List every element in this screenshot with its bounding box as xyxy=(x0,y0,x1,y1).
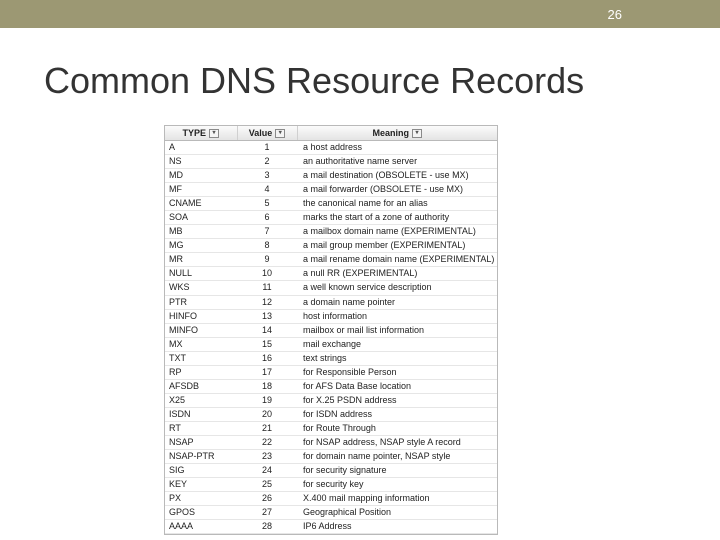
record-meaning-cell: for X.25 PSDN address xyxy=(297,393,497,407)
record-type-cell: SIG xyxy=(165,464,237,478)
record-meaning-cell: Geographical Position xyxy=(297,506,497,520)
record-type-cell: HINFO xyxy=(165,309,237,323)
table-row xyxy=(165,478,497,492)
record-type-cell: PTR xyxy=(165,295,237,309)
record-meaning-cell: for AFS Data Base location xyxy=(297,379,497,393)
record-meaning-cell: a well known service description xyxy=(297,281,497,295)
dns-records-table xyxy=(164,125,498,535)
table-row xyxy=(165,365,497,379)
record-value-cell: 21 xyxy=(237,421,297,435)
record-type-cell: MD xyxy=(165,169,237,183)
record-value-cell: 20 xyxy=(237,407,297,421)
record-value-cell: 8 xyxy=(237,239,297,253)
table-row xyxy=(165,337,497,351)
record-type-cell: NS xyxy=(165,155,237,169)
table-row xyxy=(165,351,497,365)
table-row xyxy=(165,267,497,281)
record-meaning-cell: mailbox or mail list information xyxy=(297,323,497,337)
table-row xyxy=(165,450,497,464)
record-value-cell: 15 xyxy=(237,337,297,351)
record-meaning-cell: for Route Through xyxy=(297,421,497,435)
record-type-cell: RT xyxy=(165,421,237,435)
record-meaning-cell: a mail destination (OBSOLETE - use MX) xyxy=(297,169,497,183)
record-meaning-cell: mail exchange xyxy=(297,337,497,351)
record-type-cell: MINFO xyxy=(165,323,237,337)
record-meaning-cell: IP6 Address xyxy=(297,520,497,534)
record-meaning-cell: for NSAP address, NSAP style A record xyxy=(297,435,497,449)
meaning-header-label: Meaning xyxy=(372,127,409,138)
record-value-cell: 23 xyxy=(237,450,297,464)
table-row xyxy=(165,309,497,323)
record-type-cell: CNAME xyxy=(165,197,237,211)
record-meaning-cell: for domain name pointer, NSAP style xyxy=(297,450,497,464)
table-row xyxy=(165,407,497,421)
record-meaning-cell: X.400 mail mapping information xyxy=(297,492,497,506)
record-value-cell: 11 xyxy=(237,281,297,295)
table-row xyxy=(165,225,497,239)
record-type-cell: GPOS xyxy=(165,506,237,520)
table-row xyxy=(165,155,497,169)
record-meaning-cell: a host address xyxy=(297,141,497,155)
record-value-cell: 1 xyxy=(237,141,297,155)
record-value-cell: 7 xyxy=(237,225,297,239)
table-row xyxy=(165,435,497,449)
value-column-header[interactable] xyxy=(237,126,297,141)
record-type-cell: MR xyxy=(165,253,237,267)
record-type-cell: MF xyxy=(165,183,237,197)
table-row xyxy=(165,506,497,520)
table-row xyxy=(165,141,497,155)
record-type-cell: TXT xyxy=(165,351,237,365)
record-value-cell: 16 xyxy=(237,351,297,365)
table-row xyxy=(165,464,497,478)
table-row xyxy=(165,379,497,393)
record-value-cell: 19 xyxy=(237,393,297,407)
sort-filter-icon[interactable]: ▾ xyxy=(412,129,422,138)
record-value-cell: 14 xyxy=(237,323,297,337)
table-row xyxy=(165,281,497,295)
type-column-header[interactable] xyxy=(165,126,237,141)
table-row xyxy=(165,295,497,309)
record-value-cell: 22 xyxy=(237,435,297,449)
record-value-cell: 17 xyxy=(237,365,297,379)
table-row xyxy=(165,492,497,506)
record-value-cell: 26 xyxy=(237,492,297,506)
record-type-cell: ISDN xyxy=(165,407,237,421)
record-meaning-cell: for security signature xyxy=(297,464,497,478)
slide-number: 26 xyxy=(607,7,622,22)
record-type-cell: MX xyxy=(165,337,237,351)
record-value-cell: 13 xyxy=(237,309,297,323)
record-meaning-cell: for security key xyxy=(297,478,497,492)
sort-filter-icon[interactable]: ▾ xyxy=(209,129,219,138)
record-type-cell: RP xyxy=(165,365,237,379)
table-row xyxy=(165,520,497,534)
record-meaning-cell: a domain name pointer xyxy=(297,295,497,309)
table-header-row xyxy=(165,126,497,141)
table-row xyxy=(165,239,497,253)
sort-filter-icon[interactable]: ▾ xyxy=(275,129,285,138)
record-type-cell: MB xyxy=(165,225,237,239)
table-row xyxy=(165,393,497,407)
table-row xyxy=(165,211,497,225)
record-type-cell: MG xyxy=(165,239,237,253)
slide-header-bar xyxy=(0,0,720,28)
record-type-cell: A xyxy=(165,141,237,155)
table-row xyxy=(165,169,497,183)
record-value-cell: 28 xyxy=(237,520,297,534)
record-meaning-cell: host information xyxy=(297,309,497,323)
record-value-cell: 12 xyxy=(237,295,297,309)
record-value-cell: 2 xyxy=(237,155,297,169)
table-row xyxy=(165,253,497,267)
record-meaning-cell: a mail rename domain name (EXPERIMENTAL) xyxy=(297,253,497,267)
record-type-cell: X25 xyxy=(165,393,237,407)
record-meaning-cell: marks the start of a zone of authority xyxy=(297,211,497,225)
record-type-cell: KEY xyxy=(165,478,237,492)
record-meaning-cell: a mailbox domain name (EXPERIMENTAL) xyxy=(297,225,497,239)
record-value-cell: 25 xyxy=(237,478,297,492)
type-header-label: TYPE xyxy=(182,127,206,138)
record-meaning-cell: for Responsible Person xyxy=(297,365,497,379)
record-value-cell: 24 xyxy=(237,464,297,478)
table-row xyxy=(165,421,497,435)
record-value-cell: 3 xyxy=(237,169,297,183)
record-value-cell: 18 xyxy=(237,379,297,393)
record-meaning-cell: an authoritative name server xyxy=(297,155,497,169)
table-row xyxy=(165,323,497,337)
slide-title: Common DNS Resource Records xyxy=(44,60,585,101)
record-type-cell: NULL xyxy=(165,267,237,281)
record-type-cell: NSAP-PTR xyxy=(165,450,237,464)
meaning-column-header[interactable] xyxy=(297,126,497,141)
value-header-label: Value xyxy=(248,127,273,138)
record-type-cell: AFSDB xyxy=(165,379,237,393)
record-meaning-cell: a mail forwarder (OBSOLETE - use MX) xyxy=(297,183,497,197)
record-value-cell: 5 xyxy=(237,197,297,211)
record-meaning-cell: a null RR (EXPERIMENTAL) xyxy=(297,267,497,281)
table-row xyxy=(165,197,497,211)
record-value-cell: 10 xyxy=(237,267,297,281)
record-type-cell: NSAP xyxy=(165,435,237,449)
record-type-cell: AAAA xyxy=(165,520,237,534)
record-meaning-cell: a mail group member (EXPERIMENTAL) xyxy=(297,239,497,253)
record-value-cell: 9 xyxy=(237,253,297,267)
record-type-cell: SOA xyxy=(165,211,237,225)
record-value-cell: 27 xyxy=(237,506,297,520)
record-value-cell: 6 xyxy=(237,211,297,225)
record-meaning-cell: the canonical name for an alias xyxy=(297,197,497,211)
record-meaning-cell: text strings xyxy=(297,351,497,365)
record-meaning-cell: for ISDN address xyxy=(297,407,497,421)
record-type-cell: WKS xyxy=(165,281,237,295)
table-row xyxy=(165,183,497,197)
record-type-cell: PX xyxy=(165,492,237,506)
record-value-cell: 4 xyxy=(237,183,297,197)
